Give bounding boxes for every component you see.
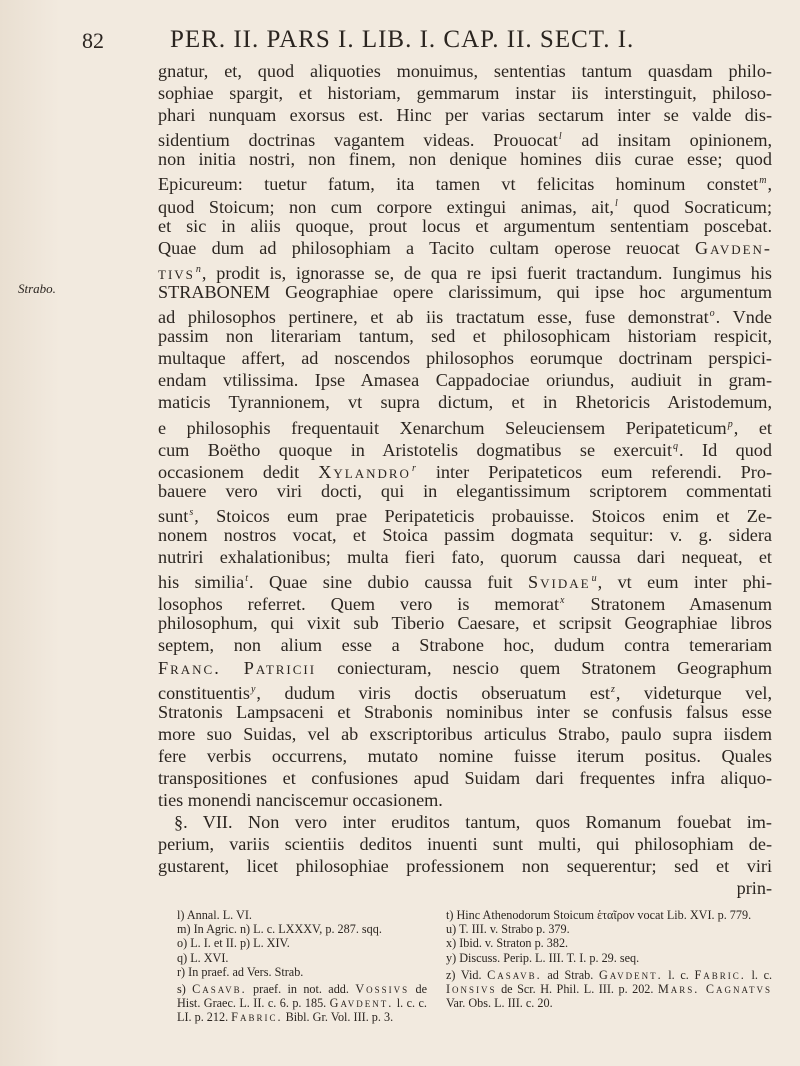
text-line	[158, 657, 772, 679]
text-line	[158, 811, 772, 833]
text-run: sidentium doctrinas vagantem videas. Prouocat	[158, 130, 558, 151]
text-run: STRABONEM Geographiae opere clarissimum, qui ipse hoc argumentum	[158, 281, 772, 302]
small-caps-name: Mars. Cagnatvs	[657, 982, 772, 997]
text-run: Bibl. Gr. Vol. III. p. 3.	[282, 1010, 394, 1025]
text-line	[158, 524, 772, 546]
running-head: PER. II. PARS I. LIB. I. CAP. II. SECT. I.	[170, 26, 635, 53]
footnote	[165, 922, 427, 936]
text-run: passim non literariam tantum, sed et philosophicam historiam respicit,	[158, 326, 772, 347]
page-gutter-shadow	[0, 0, 60, 1066]
small-caps-name: Casavb.	[192, 982, 247, 997]
text-line	[158, 436, 772, 458]
footnote-marker: r	[411, 462, 416, 474]
text-run: nutriri exhalationibus; multa fieri fato, quorum caussa dari nequeat, et	[158, 547, 772, 568]
small-caps-name: tivs	[158, 262, 195, 283]
text-run: . Vnde	[715, 307, 772, 328]
text-line	[158, 414, 772, 436]
footnote-marker: p	[727, 418, 733, 430]
text-run: Epicureum: tuetur fatum, ita tamen vt felicitas hominum constet	[158, 174, 759, 195]
text-line	[158, 855, 772, 877]
text-run: non initia nostri, non finem, non denique homines diis curae esse; quod	[158, 149, 772, 170]
footnote-marker: l	[558, 131, 562, 143]
text-line	[158, 480, 772, 502]
text-run: e philosophis frequentauit Xenarchum Seleuciensem Peripateticum	[158, 417, 727, 438]
text-run: y) Discuss. Perip. L. III. T. I. p. 29. seq.	[446, 950, 640, 965]
small-caps-name: Svidae	[528, 572, 591, 593]
text-run: Quae dum ad philosophiam a Tacito cultam operose reuocat	[158, 237, 695, 258]
text-line	[158, 634, 772, 656]
text-run: l. c. c. LI. p. 212.	[177, 996, 427, 1025]
text-run: ad insitam opinionem,	[562, 130, 773, 151]
text-run: quod Socraticum;	[618, 196, 772, 217]
text-run: ,	[767, 174, 772, 195]
text-run: more suo Suidas, vel ab exscriptoribus articulus Strabo, paulo supra iisdem	[158, 723, 772, 744]
small-caps-name: Xylandro	[318, 461, 411, 482]
footnote	[165, 982, 427, 1025]
text-run: gustarent, licet philosophiae professionem non sequerentur; sed et viri	[158, 856, 772, 877]
footnote-marker: s	[189, 506, 194, 518]
footnote-marker: z	[610, 683, 615, 695]
text-run: perium, variis scientiis deditos inuenti sunt multi, qui philosophiam de-	[158, 834, 772, 855]
small-caps-name: Franc. Patricii	[158, 657, 317, 678]
footnote	[165, 908, 427, 922]
page-number: 82	[82, 28, 104, 53]
text-run: multaque affert, ad noscendos philosophos eorumque doctrinam perspici-	[158, 348, 772, 369]
text-run: praef. in not. add.	[246, 982, 356, 997]
text-line	[158, 546, 772, 568]
text-run: Var. Obs. L. III. c. 20.	[446, 996, 553, 1011]
text-line	[158, 723, 772, 745]
footnote-marker: o	[709, 308, 715, 320]
text-run: , et	[733, 417, 772, 438]
footnotes-left-column	[165, 908, 427, 1025]
small-caps-name: Gavdent.	[598, 967, 663, 982]
footnote	[165, 951, 427, 965]
footnote	[434, 936, 772, 950]
text-run: phari nunquam exorsus est. Hinc per varias sectarum inter se valde dis-	[158, 105, 772, 126]
text-run: bauere vero viri docti, qui in elegantissimum scriptorem commentati	[158, 480, 772, 501]
text-line	[158, 215, 772, 237]
text-run: o) L. I. et II. p) L. XIV.	[177, 936, 290, 951]
footnote	[434, 922, 772, 936]
text-line	[158, 612, 772, 634]
text-run: l. c.	[662, 967, 695, 982]
text-run: l) Annal. L. VI.	[177, 908, 252, 922]
text-line	[158, 193, 772, 215]
text-line	[158, 767, 772, 789]
text-run: §. VII. Non vero inter eruditos tantum, quos Romanum fouebat im-	[174, 812, 772, 833]
text-run: inter Peripateticos eum referendi. Pro-	[416, 461, 772, 482]
text-line	[158, 679, 772, 701]
footnote-marker: y	[250, 683, 256, 695]
text-run: nonem nostros vocat, et Stoica passim dogmata sequitur: v. g. sidera	[158, 524, 772, 545]
text-line	[158, 458, 772, 480]
text-run: et sic in aliis quoque, prout locus et argumentum sententiam poscebat.	[158, 215, 772, 236]
text-run: losophos referret. Quem vero is memorat	[158, 594, 560, 615]
text-run: ad philosophos pertinere, et ab iis tractatum esse, fuse demonstrat	[158, 307, 709, 328]
text-line	[158, 833, 772, 855]
footnote-marker: u	[591, 573, 597, 585]
small-caps-name: Ionsivs	[446, 982, 497, 997]
small-caps-name: Gavdent.	[329, 996, 394, 1011]
text-run: endam vtilissima. Ipse Amasea Cappadociae oriundus, audiuit in gram-	[158, 370, 772, 391]
text-run: . Quae sine dubio caussa fuit	[248, 572, 529, 593]
text-run: occasionem dedit	[158, 461, 319, 482]
footnote-marker: n	[195, 263, 201, 275]
footnote-marker: m	[759, 175, 767, 187]
footnote-marker: l	[614, 197, 618, 209]
text-line	[158, 104, 772, 126]
text-run: u) T. III. v. Strabo p. 379.	[446, 922, 570, 937]
body-text	[158, 60, 772, 900]
text-line	[158, 281, 772, 303]
text-run: sophiae spargit, et historiam, gemmarum instar iis interstinguit, philoso-	[158, 83, 772, 104]
footnotes-right-column	[434, 908, 772, 1010]
text-run: x) Ibid. v. Straton p. 382.	[446, 936, 569, 951]
text-line	[158, 60, 772, 82]
text-run: , dudum viris doctis obseruatum est	[256, 682, 610, 703]
footnote	[434, 968, 772, 1011]
text-line	[158, 568, 772, 593]
text-line	[158, 126, 773, 151]
text-run: prin-	[736, 878, 772, 899]
small-caps-name: Fabric.	[231, 1010, 283, 1025]
text-run: s)	[177, 982, 193, 997]
text-run: Stratonis Lampsaceni et Strabonis nominibus inter se confusis falsus esse	[158, 701, 772, 722]
small-caps-name: Casavb.	[487, 967, 542, 982]
text-run: gnatur, et, quod aliquoties monuimus, sententias tantum quasdam philo-	[158, 61, 772, 81]
text-line	[158, 877, 772, 899]
text-run: de Hist. Graec. L. II. c. 6. p. 185.	[177, 982, 427, 1011]
text-line	[158, 391, 772, 413]
text-run: coniecturam, nescio quem Stratonem Geographum	[316, 657, 772, 678]
text-run: cum Boëtho quoque in Aristotelis dogmatibus se exercuit	[158, 439, 673, 460]
text-run: , Stoicos eum prae Peripateticis probauisse. Stoicos enim et Ze-	[194, 505, 772, 526]
text-run: l. c.	[745, 967, 773, 982]
small-caps-name: Gavden-	[694, 237, 772, 258]
text-run: . Id quod	[679, 439, 772, 460]
text-line	[158, 170, 772, 195]
text-line	[158, 237, 772, 259]
text-run: septem, non alium esse a Strabone hoc, dudum contra temerariam	[158, 635, 772, 656]
text-run: ad Strab.	[541, 967, 599, 982]
text-run: , videturque vel,	[615, 682, 773, 703]
text-run: t) Hinc Athenodorum Stoicum ἑταῖρον vocat Lib. XVI. p. 779.	[446, 908, 752, 922]
text-run: ties monendi nanciscemur occasionem.	[158, 790, 443, 811]
text-run: q) L. XVI.	[177, 950, 229, 965]
text-run: quod Stoicum; non cum corpore extingui animas, ait,	[158, 196, 614, 217]
footnote	[434, 908, 772, 922]
text-line	[158, 745, 772, 767]
footnote-marker: q	[673, 440, 679, 452]
text-run: maticis Tyrannionem, vt supra dictum, et in Rhetoricis Aristodemum,	[158, 392, 772, 413]
text-run: m) In Agric. n) L. c. LXXXV, p. 287. sqq.	[177, 922, 382, 937]
text-run: , prodit is, ignorasse se, de qua re ipsi fuerit tractandum. Iungimus his	[201, 262, 772, 283]
text-line	[158, 789, 772, 811]
text-line	[158, 701, 772, 723]
text-line	[158, 590, 773, 615]
footnote-marker: t	[245, 573, 248, 585]
text-run: fere verbis occurrens, mutato nomine fuisse iterum positus. Quales	[158, 745, 772, 766]
text-line	[158, 259, 772, 281]
text-line	[158, 502, 772, 524]
text-run: r) In praef. ad Vers. Strab.	[177, 964, 304, 979]
footnote-marker: x	[560, 595, 565, 607]
text-run: Stratonem Amasenum	[565, 594, 773, 615]
footnote	[165, 965, 427, 979]
text-run: sunt	[158, 505, 189, 526]
text-line	[158, 369, 772, 391]
text-line	[158, 347, 772, 369]
footnote	[434, 951, 772, 965]
text-run: his similia	[158, 572, 245, 593]
text-run: transpositiones et confusiones apud Suidam dari frequentes infra aliquo-	[158, 768, 772, 788]
footnote	[165, 936, 427, 950]
text-run: z) Vid.	[446, 967, 488, 982]
text-line	[158, 82, 772, 104]
small-caps-name: Vossivs	[355, 982, 410, 997]
margin-note: Strabo.	[18, 281, 56, 296]
text-run: , vt eum inter phi-	[597, 572, 772, 593]
text-line	[158, 148, 772, 170]
text-run: philosophum, qui vixit sub Tiberio Caesare, et scripsit Geographiae libros	[158, 613, 772, 634]
text-line	[158, 325, 772, 347]
small-caps-name: Fabric.	[694, 967, 746, 982]
text-run: de Scr. H. Phil. L. III. p. 202.	[496, 982, 658, 997]
text-run: constituentis	[158, 682, 250, 703]
text-line	[158, 303, 772, 328]
